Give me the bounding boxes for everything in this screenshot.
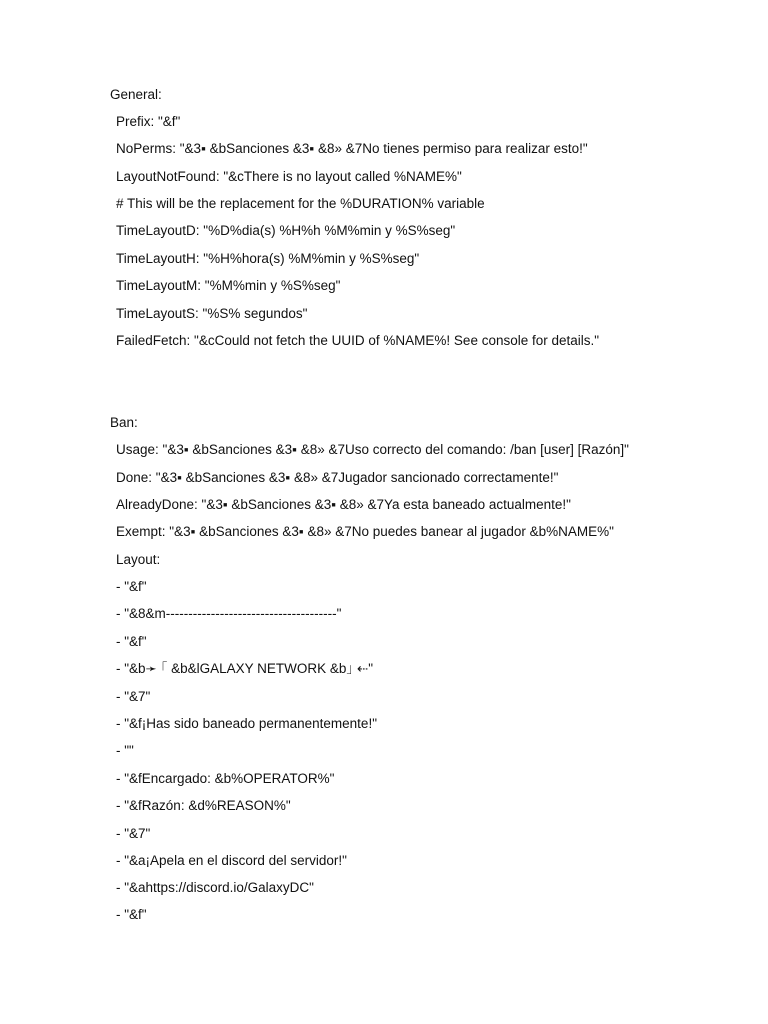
general-prefix-line: Prefix: "&f" — [116, 114, 181, 129]
general-failedfetch-line: FailedFetch: "&cCould not fetch the UUID of %NAME%! See console for details." — [116, 333, 600, 348]
ban-usage-line: Usage: "&3▪ &bSanciones &3▪ &8» &7Uso correcto del comando: /ban [user] [Razón]" — [116, 442, 629, 457]
general-comment-line: # This will be the replacement for the %DURATION% variable — [116, 196, 485, 211]
general-timelayoutd-line: TimeLayoutD: "%D%dia(s) %H%h %M%min y %S%seg" — [116, 223, 456, 238]
ban-layout-item: - "&fRazón: &d%REASON%" — [116, 798, 291, 813]
ban-layout-item: - "&f" — [116, 907, 147, 922]
general-timelayoutm-line: TimeLayoutM: "%M%min y %S%seg" — [116, 278, 341, 293]
general-layoutnotfound-line: LayoutNotFound: "&cThere is no layout called %NAME%" — [116, 169, 462, 184]
ban-layout-item: - "&fEncargado: &b%OPERATOR%" — [116, 771, 335, 786]
ban-layout-item: - "" — [116, 743, 134, 758]
general-noperms-line: NoPerms: "&3▪ &bSanciones &3▪ &8» &7No tienes permiso para realizar esto!" — [116, 141, 588, 156]
ban-alreadydone-line: AlreadyDone: "&3▪ &bSanciones &3▪ &8» &7Ya esta baneado actualmente!" — [116, 497, 571, 512]
ban-layout-item: - "&a¡Apela en el discord del servidor!" — [116, 853, 347, 868]
ban-exempt-line: Exempt: "&3▪ &bSanciones &3▪ &8» &7No puedes banear al jugador &b%NAME%" — [116, 524, 614, 539]
ban-layout-item: - "&f¡Has sido baneado permanentemente!" — [116, 716, 377, 731]
ban-layout-item: - "&7" — [116, 689, 151, 704]
general-timelayouts-line: TimeLayoutS: "%S% segundos" — [116, 306, 308, 321]
ban-layout-item: - "&f" — [116, 634, 147, 649]
ban-layout-item: - "&ahttps://discord.io/GalaxyDC" — [116, 880, 314, 895]
ban-done-line: Done: "&3▪ &bSanciones &3▪ &8» &7Jugador sancionado correctamente!" — [116, 470, 559, 485]
ban-layout-item: - "&f" — [116, 579, 147, 594]
ban-heading: Ban: — [110, 415, 138, 430]
ban-layout-item: - "&7" — [116, 826, 151, 841]
ban-layout-item: - "&8&m--------------------------------------" — [116, 606, 342, 621]
general-heading: General: — [110, 87, 162, 102]
ban-layout-item: - "&b➛ ｢ &b&lGALAXY NETWORK &b｣ ⇠" — [116, 661, 374, 676]
general-timelayouth-line: TimeLayoutH: "%H%hora(s) %M%min y %S%seg" — [116, 251, 420, 266]
ban-layout-label: Layout: — [116, 552, 161, 567]
